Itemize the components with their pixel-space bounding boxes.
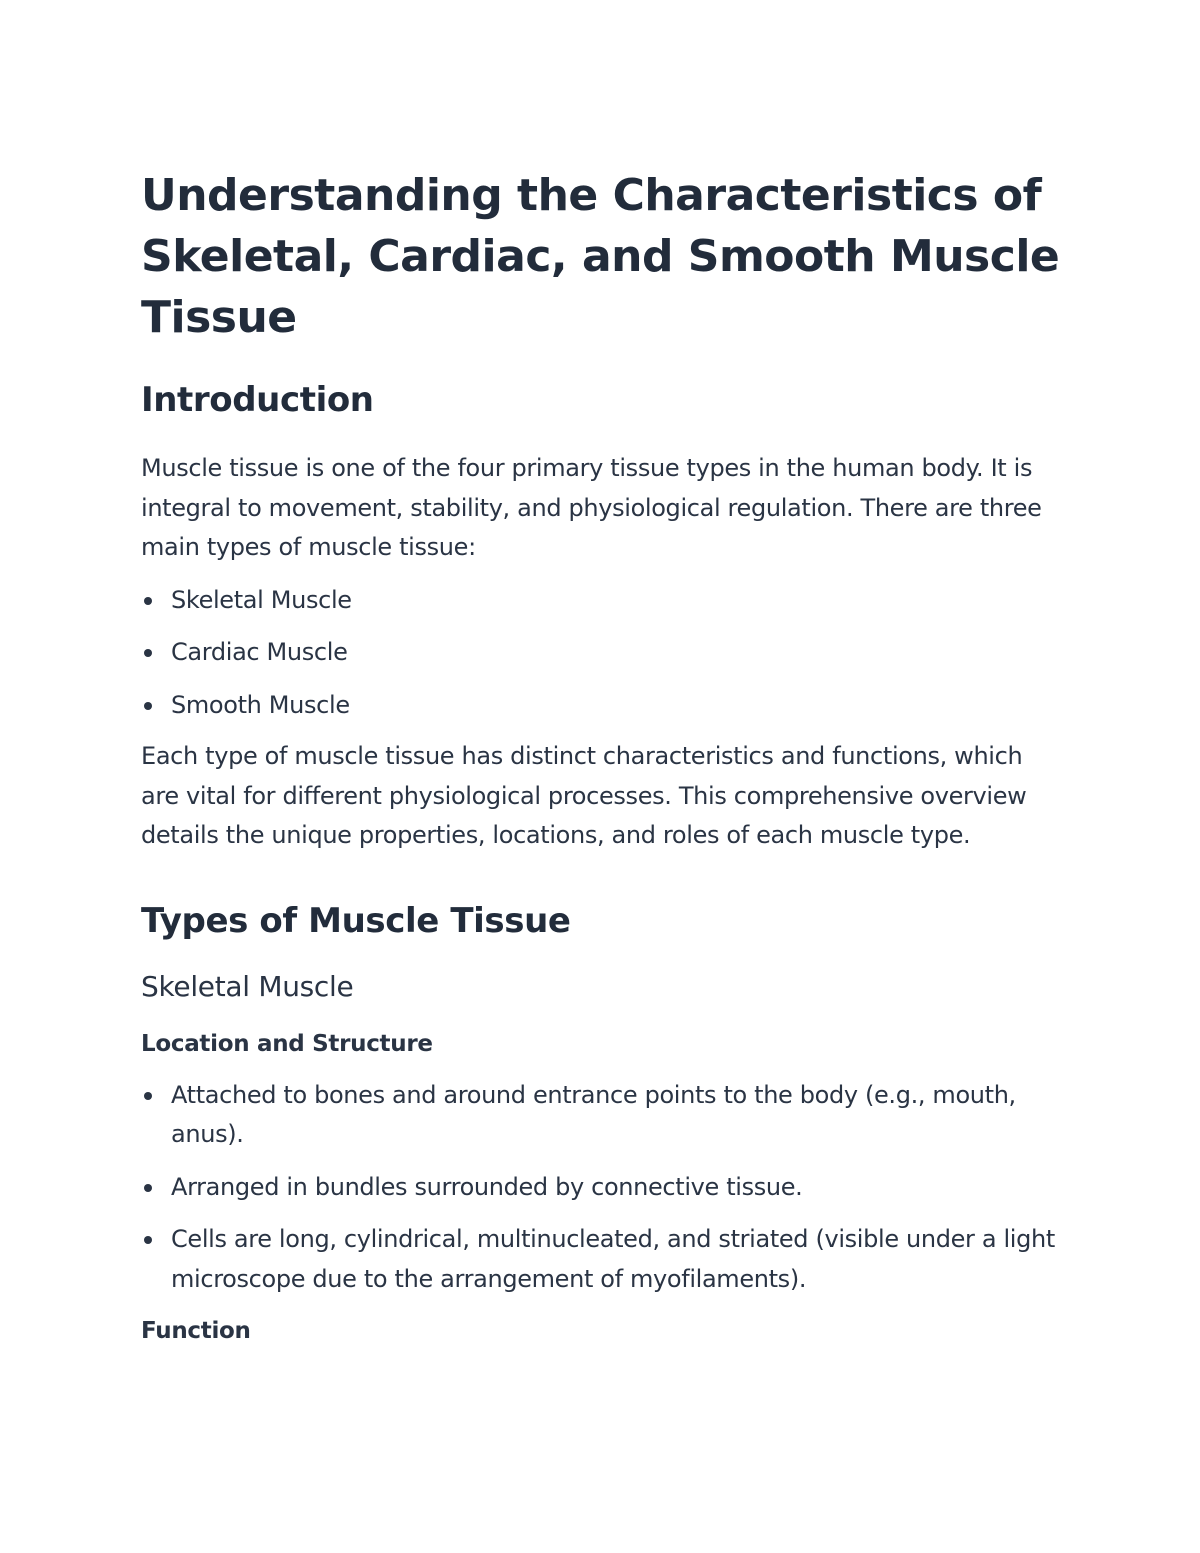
list-item bbox=[141, 1076, 1061, 1155]
bullet-icon bbox=[144, 1236, 152, 1244]
section-heading-introduction: Introduction bbox=[141, 380, 374, 420]
bullet-icon bbox=[144, 1092, 152, 1100]
subsection-heading-skeletal: Skeletal Muscle bbox=[141, 969, 354, 1003]
list-item-text: Attached to bones and around entrance points to the body (e.g., mouth, anus). bbox=[171, 1080, 1016, 1148]
list-item bbox=[141, 686, 1061, 726]
subheading-function: Function bbox=[141, 1318, 251, 1344]
list-item bbox=[141, 581, 1061, 621]
list-item bbox=[141, 1168, 1061, 1208]
muscle-types-list bbox=[141, 581, 1061, 726]
list-item bbox=[141, 633, 1061, 673]
bullet-icon bbox=[144, 702, 152, 710]
bullet-icon bbox=[144, 1184, 152, 1192]
list-item-text: Arranged in bundles surrounded by connective tissue. bbox=[171, 1172, 803, 1201]
bullet-icon bbox=[144, 649, 152, 657]
list-item-text: Smooth Muscle bbox=[171, 690, 350, 719]
list-item bbox=[141, 1220, 1061, 1299]
location-structure-list bbox=[141, 1076, 1061, 1300]
document-page bbox=[141, 165, 1061, 1346]
section-heading-types: Types of Muscle Tissue bbox=[141, 900, 571, 941]
subheading-location-structure: Location and Structure bbox=[141, 1030, 433, 1057]
overview-paragraph: Each type of muscle tissue has distinct characteristics and functions, which are vital for different physiological processes. This comprehensive overview details the unique properties, locations, and roles of each muscle type. bbox=[141, 742, 1027, 849]
intro-paragraph: Muscle tissue is one of the four primary tissue types in the human body. It is integral to movement, stability, and physiological regulation. There are three main types of muscle tissue: bbox=[141, 454, 1042, 561]
list-item-text: Cells are long, cylindrical, multinucleated, and striated (visible under a light microscope due to the arrangement of myofilaments). bbox=[171, 1225, 1055, 1293]
bullet-icon bbox=[144, 597, 152, 605]
list-item-text: Skeletal Muscle bbox=[171, 585, 352, 614]
list-item-text: Cardiac Muscle bbox=[171, 638, 348, 666]
document-title: Understanding the Characteristics of Skeletal, Cardiac, and Smooth Muscle Tissue bbox=[141, 170, 1060, 343]
